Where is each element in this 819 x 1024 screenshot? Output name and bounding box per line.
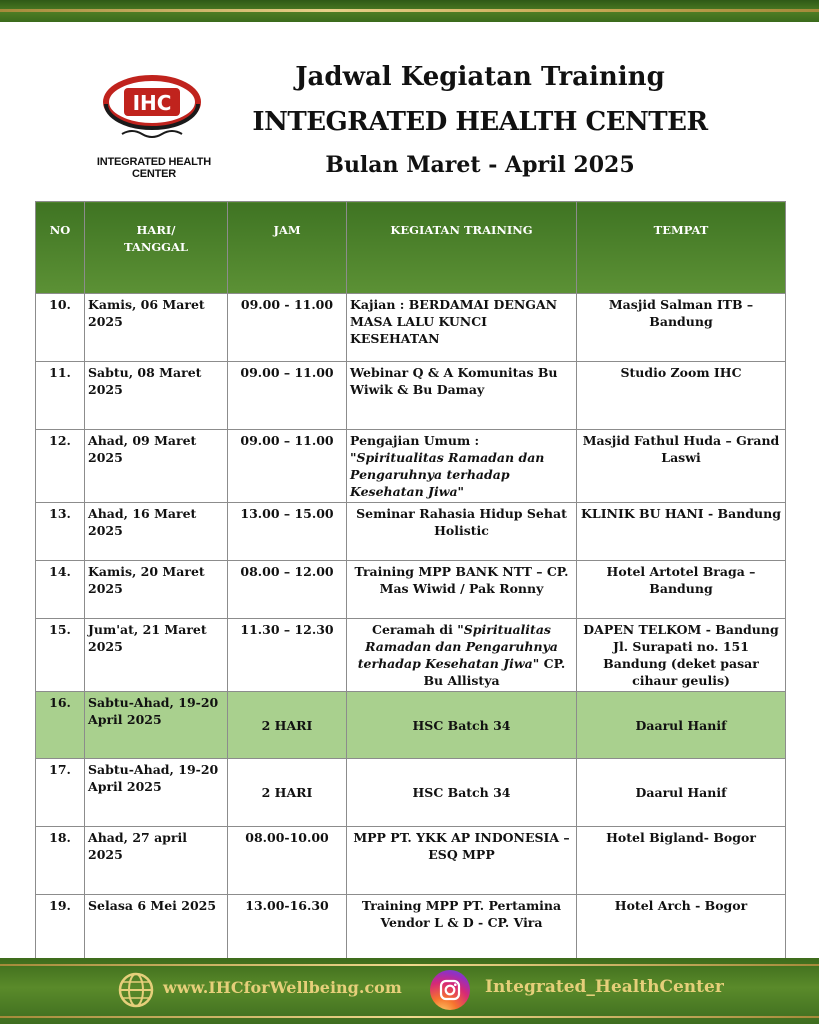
row-no: 13. (36, 503, 85, 561)
row-place: Hotel Bigland- Bogor (577, 827, 786, 895)
logo-text: IHC (132, 91, 172, 115)
table-row (36, 759, 786, 827)
schedule-table (35, 201, 786, 963)
row-activity: HSC Batch 34 (347, 692, 577, 759)
row-date: Sabtu-Ahad, 19-20 April 2025 (85, 759, 228, 827)
row-place: Hotel Artotel Braga – Bandung (577, 561, 786, 619)
row-place: Masjid Fathul Huda – Grand Laswi (577, 430, 786, 503)
row-no: 17. (36, 759, 85, 827)
row-activity: Training MPP BANK NTT – CP. Mas Wiwid / Pak Ronny (347, 561, 577, 619)
row-date: Ahad, 16 Maret 2025 (85, 503, 228, 561)
col-header-time: JAM (228, 202, 347, 294)
row-date: Kamis, 20 Maret 2025 (85, 561, 228, 619)
globe-icon (117, 971, 155, 1009)
row-no: 12. (36, 430, 85, 503)
row-date: Selasa 6 Mei 2025 (85, 895, 228, 963)
row-time: 09.00 – 11.00 (228, 430, 347, 503)
row-place: Daarul Hanif (577, 692, 786, 759)
row-no: 16. (36, 692, 85, 759)
instagram-icon (430, 970, 470, 1010)
table-row (36, 362, 786, 430)
row-time: 08.00 – 12.00 (228, 561, 347, 619)
row-time: 13.00 – 15.00 (228, 503, 347, 561)
row-place: Daarul Hanif (577, 759, 786, 827)
logo-caption: INTEGRATED HEALTH CENTER (96, 156, 212, 180)
table-row (36, 619, 786, 692)
row-time: 13.00-16.30 (228, 895, 347, 963)
table-row (36, 503, 786, 561)
period-subtitle: Bulan Maret - April 2025 (325, 152, 635, 178)
col-header-activity: KEGIATAN TRAINING (347, 202, 577, 294)
row-time: 09.00 – 11.00 (228, 362, 347, 430)
row-place: Hotel Arch - Bogor (577, 895, 786, 963)
row-place: KLINIK BU HANI - Bandung (577, 503, 786, 561)
row-time: 2 HARI (228, 759, 347, 827)
row-activity: Ceramah di "Spiritualitas Ramadan dan Pengaruhnya terhadap Kesehatan Jiwa" CP. Bu Allistya (347, 619, 577, 692)
table-row (36, 895, 786, 963)
row-date: Ahad, 27 april 2025 (85, 827, 228, 895)
website-link[interactable]: www.IHCforWellbeing.com (163, 978, 402, 997)
row-activity: HSC Batch 34 (347, 759, 577, 827)
row-place: Masjid Salman ITB – Bandung (577, 294, 786, 362)
row-time: 09.00 - 11.00 (228, 294, 347, 362)
row-no: 19. (36, 895, 85, 963)
col-header-date: HARI/ TANGGAL (85, 202, 228, 294)
row-time: 08.00-10.00 (228, 827, 347, 895)
row-activity: Webinar Q & A Komunitas Bu Wiwik & Bu Damay (347, 362, 577, 430)
table-row (36, 294, 786, 362)
row-date: Jum'at, 21 Maret 2025 (85, 619, 228, 692)
row-activity: Pengajian Umum : "Spiritualitas Ramadan dan Pengaruhnya terhadap Kesehatan Jiwa" (347, 430, 577, 503)
table-row (36, 827, 786, 895)
col-header-no: NO (36, 202, 85, 294)
table-header-row (36, 202, 786, 294)
row-date: Sabtu-Ahad, 19-20 April 2025 (85, 692, 228, 759)
col-header-place: TEMPAT (577, 202, 786, 294)
row-place: DAPEN TELKOM - Bandung Jl. Surapati no. 151 Bandung (deket pasar cihaur geulis) (577, 619, 786, 692)
organization-title: INTEGRATED HEALTH CENTER (252, 107, 708, 137)
table-row (36, 430, 786, 503)
row-date: Kamis, 06 Maret 2025 (85, 294, 228, 362)
row-date: Ahad, 09 Maret 2025 (85, 430, 228, 503)
table-row (36, 561, 786, 619)
table-row-highlighted (36, 692, 786, 759)
row-time: 11.30 – 12.30 (228, 619, 347, 692)
page-title: Jadwal Kegiatan Training (295, 62, 665, 92)
row-no: 10. (36, 294, 85, 362)
row-activity: Kajian : BERDAMAI DENGAN MASA LALU KUNCI KESEHATAN (347, 294, 577, 362)
row-time: 2 HARI (228, 692, 347, 759)
row-no: 18. (36, 827, 85, 895)
row-no: 11. (36, 362, 85, 430)
footer-band (0, 958, 819, 1024)
row-activity: Training MPP PT. Pertamina Vendor L & D - CP. Vira (347, 895, 577, 963)
row-place: Studio Zoom IHC (577, 362, 786, 430)
row-no: 15. (36, 619, 85, 692)
row-activity: MPP PT. YKK AP INDONESIA – ESQ MPP (347, 827, 577, 895)
row-no: 14. (36, 561, 85, 619)
top-decorative-band (0, 0, 819, 22)
instagram-handle[interactable]: Integrated_HealthCenter (485, 977, 724, 997)
row-activity: Seminar Rahasia Hidup Sehat Holistic (347, 503, 577, 561)
row-date: Sabtu, 08 Maret 2025 (85, 362, 228, 430)
